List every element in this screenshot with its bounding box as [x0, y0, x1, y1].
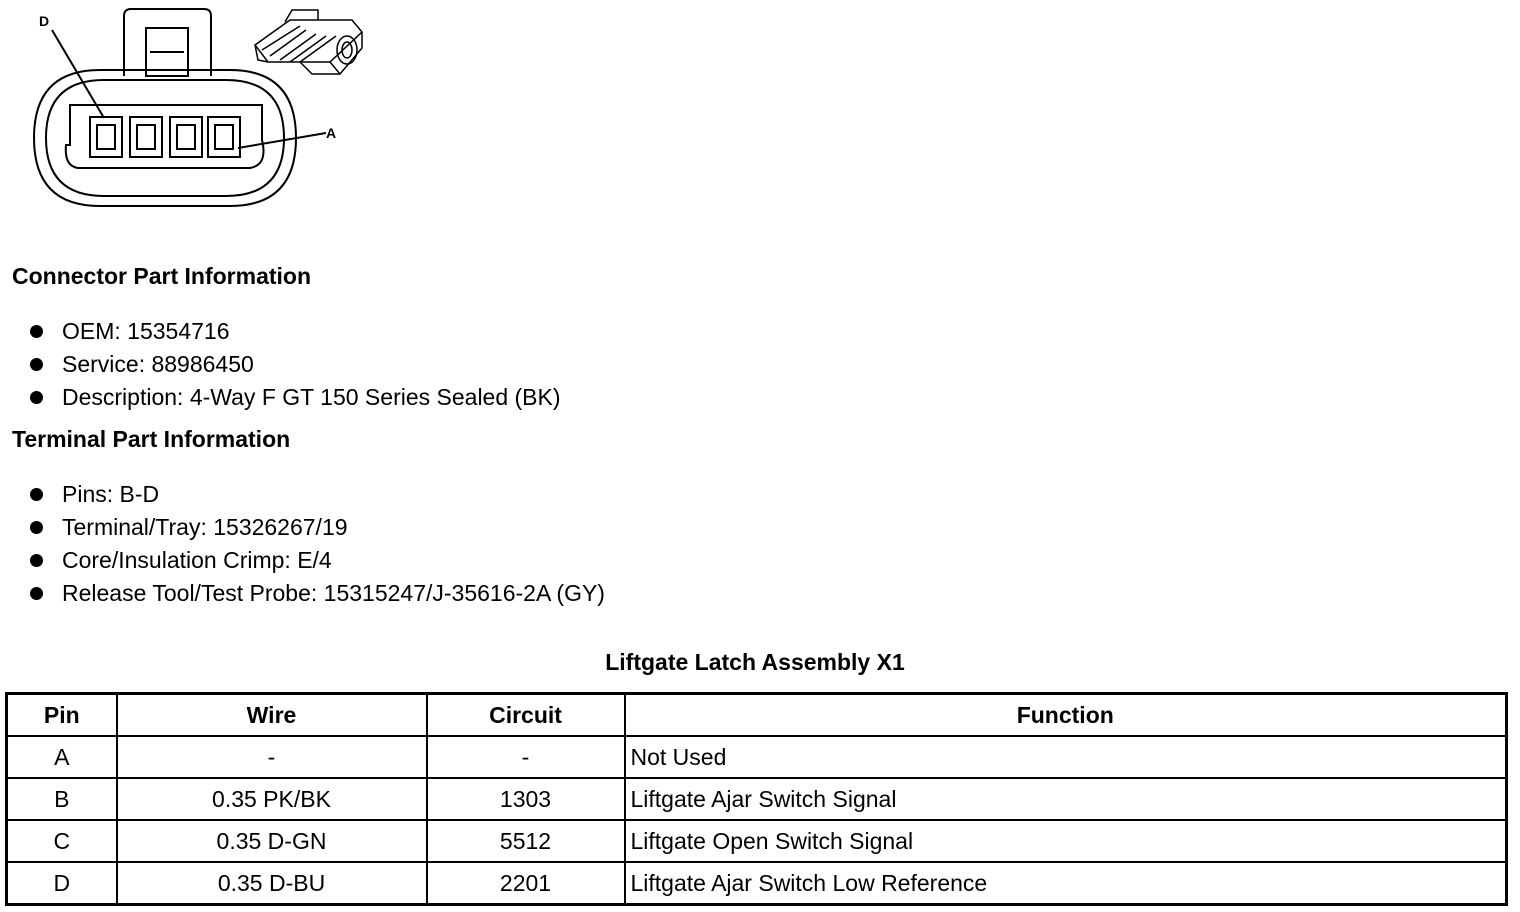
terminal-cavities: [90, 117, 240, 157]
bullet-icon: [30, 358, 43, 371]
callout-a-label: A: [326, 125, 337, 141]
pinout-table: [5, 692, 1508, 906]
table-row: [7, 736, 1507, 778]
connector-inner-shell: [46, 80, 284, 196]
connector-diagram: [0, 0, 380, 215]
cell-pin: B: [7, 778, 117, 820]
bullet-icon: [30, 521, 43, 534]
header-pin: Pin: [7, 694, 117, 737]
header-function: Function: [625, 694, 1507, 737]
cell-wire: 0.35 PK/BK: [117, 778, 427, 820]
table-row: [7, 778, 1507, 820]
list-item: Service: 88986450: [30, 348, 561, 381]
connector-info-list: [30, 315, 561, 414]
bullet-icon: [30, 391, 43, 404]
list-item: Description: 4-Way F GT 150 Series Sealed (BK): [30, 381, 561, 414]
callout-a-leader: [238, 133, 326, 148]
list-item: Core/Insulation Crimp: E/4: [30, 544, 605, 577]
table-title: Liftgate Latch Assembly X1: [605, 649, 905, 675]
cell-pin: A: [7, 736, 117, 778]
connector-info-title: Connector Part Information: [12, 263, 312, 289]
bullet-icon: [30, 587, 43, 600]
cell-circuit: 2201: [427, 862, 625, 905]
bullet-icon: [30, 488, 43, 501]
cell-pin: D: [7, 862, 117, 905]
cell-circuit: -: [427, 736, 625, 778]
cell-wire: 0.35 D-BU: [117, 862, 427, 905]
cell-function: Liftgate Ajar Switch Signal: [625, 778, 1507, 820]
cell-function: Liftgate Open Switch Signal: [625, 820, 1507, 862]
terminal-info-list: [30, 478, 605, 610]
cell-circuit: 5512: [427, 820, 625, 862]
cell-circuit: 1303: [427, 778, 625, 820]
cell-wire: 0.35 D-GN: [117, 820, 427, 862]
list-item: Release Tool/Test Probe: 15315247/J-35616-2A (GY): [30, 577, 605, 610]
bullet-icon: [30, 325, 43, 338]
header-circuit: Circuit: [427, 694, 625, 737]
connector-lock-tab: [124, 9, 211, 76]
list-item: OEM: 15354716: [30, 315, 561, 348]
connector-isometric-icon: [255, 10, 362, 74]
table-row: [7, 820, 1507, 862]
header-wire: Wire: [117, 694, 427, 737]
cell-pin: C: [7, 820, 117, 862]
cell-function: Not Used: [625, 736, 1507, 778]
list-item: Pins: B-D: [30, 478, 605, 511]
table-header-row: [7, 694, 1507, 737]
cell-wire: -: [117, 736, 427, 778]
terminal-info-title: Terminal Part Information: [12, 426, 291, 452]
bullet-icon: [30, 554, 43, 567]
table-row: [7, 862, 1507, 905]
connector-outer-shell: [34, 70, 296, 206]
callout-d-label: D: [39, 13, 50, 29]
list-item: Terminal/Tray: 15326267/19: [30, 511, 605, 544]
cell-function: Liftgate Ajar Switch Low Reference: [625, 862, 1507, 905]
